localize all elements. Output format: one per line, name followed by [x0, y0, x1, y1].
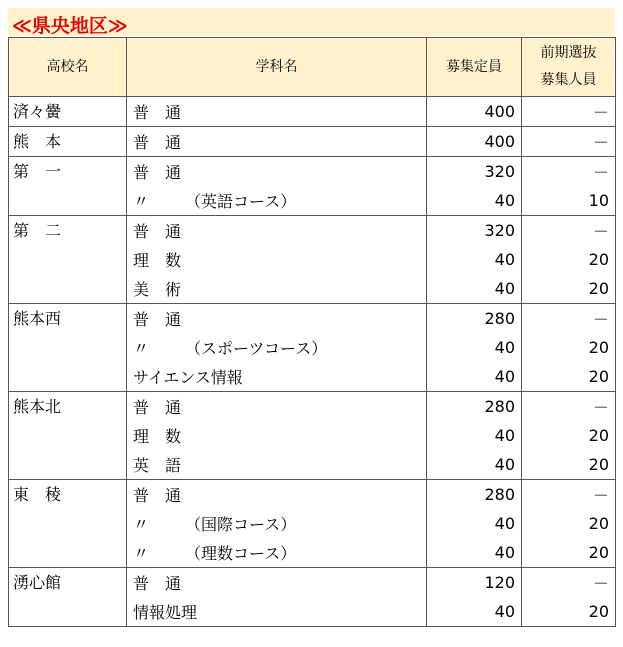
school-name-cell: [9, 97, 127, 127]
school-name-cell: [9, 568, 127, 627]
header-dept: 学科名: [127, 38, 427, 97]
table-row: [9, 97, 616, 127]
capacity-cell: 40: [427, 274, 522, 304]
early-selection-cell: －: [522, 216, 616, 246]
dept-cell: [127, 304, 427, 334]
early-selection-cell: 20: [522, 245, 616, 274]
school-name-cell: [9, 216, 127, 304]
dept-cell: [127, 597, 427, 627]
dept-cell: [127, 127, 427, 157]
header-capacity: 募集定員: [427, 38, 522, 97]
table-row: [9, 127, 616, 157]
school-name: 熊本北: [13, 397, 62, 416]
dept-cell: [127, 362, 427, 392]
dept-name: サイエンス情報: [133, 368, 243, 387]
dept-name: 普 通: [133, 574, 182, 593]
table-row: [9, 304, 616, 334]
dept-name: 情報処理: [133, 603, 198, 622]
school-name: 済々黌: [13, 102, 62, 121]
capacity-cell: 40: [427, 509, 522, 538]
header-early-line1: 前期選抜: [540, 45, 597, 62]
capacity-cell: 320: [427, 216, 522, 246]
capacity-cell: 400: [427, 97, 522, 127]
early-selection-cell: －: [522, 392, 616, 422]
header-school: 高校名: [9, 38, 127, 97]
table-row: [9, 216, 616, 246]
dept-name: 英 語: [133, 456, 182, 475]
dept-name: 普 通: [133, 222, 182, 241]
early-selection-cell: －: [522, 157, 616, 187]
title-bar: [8, 8, 615, 36]
dept-name: （スポーツコース）: [185, 339, 328, 358]
dept-name: 美 術: [133, 280, 182, 299]
early-selection-cell: －: [522, 97, 616, 127]
capacity-cell: 40: [427, 245, 522, 274]
school-name: 熊本西: [13, 309, 62, 328]
dept-name: （理数コース）: [185, 544, 297, 563]
school-name: 第 一: [13, 162, 62, 181]
early-selection-cell: 20: [522, 450, 616, 480]
school-name-cell: [9, 392, 127, 480]
capacity-cell: 400: [427, 127, 522, 157]
dept-name: （国際コース）: [185, 515, 297, 534]
dept-name: 普 通: [133, 486, 182, 505]
early-selection-cell: －: [522, 127, 616, 157]
admissions-table: [8, 37, 616, 627]
ditto-mark: 〃: [133, 339, 150, 358]
school-name: 湧心館: [13, 573, 62, 592]
dept-cell: [127, 216, 427, 246]
early-selection-cell: 20: [522, 597, 616, 627]
school-name-cell: [9, 157, 127, 216]
ditto-mark: 〃: [133, 515, 150, 534]
dept-cell: [127, 509, 427, 538]
page-title: ≪県央地区≫: [12, 15, 128, 37]
dept-cell: [127, 480, 427, 510]
dept-cell: [127, 157, 427, 187]
dept-name: 普 通: [133, 398, 182, 417]
table-row: [9, 480, 616, 510]
early-selection-cell: 20: [522, 362, 616, 392]
dept-cell: [127, 568, 427, 598]
dept-name: 普 通: [133, 310, 182, 329]
dept-cell: [127, 392, 427, 422]
early-selection-cell: －: [522, 304, 616, 334]
dept-cell: [127, 97, 427, 127]
school-name: 熊 本: [13, 132, 62, 151]
ditto-mark: 〃: [133, 544, 150, 563]
capacity-cell: 40: [427, 538, 522, 568]
early-selection-cell: 20: [522, 274, 616, 304]
school-name: 東 稜: [13, 485, 62, 504]
capacity-cell: 280: [427, 392, 522, 422]
dept-name: 理 数: [133, 427, 182, 446]
header-early: [522, 38, 616, 97]
capacity-cell: 280: [427, 304, 522, 334]
capacity-cell: 40: [427, 597, 522, 627]
dept-cell: [127, 274, 427, 304]
early-selection-cell: －: [522, 480, 616, 510]
capacity-cell: 280: [427, 480, 522, 510]
early-selection-cell: 20: [522, 509, 616, 538]
table-body: [9, 97, 616, 627]
dept-cell: [127, 333, 427, 362]
table-row: [9, 157, 616, 187]
capacity-cell: 120: [427, 568, 522, 598]
dept-name: 理 数: [133, 251, 182, 270]
capacity-cell: 320: [427, 157, 522, 187]
early-selection-cell: 20: [522, 538, 616, 568]
school-name-cell: [9, 127, 127, 157]
capacity-cell: 40: [427, 362, 522, 392]
early-selection-cell: 20: [522, 333, 616, 362]
capacity-cell: 40: [427, 186, 522, 216]
dept-name: 普 通: [133, 133, 182, 152]
dept-cell: [127, 538, 427, 568]
table-header-row: [9, 38, 616, 97]
capacity-cell: 40: [427, 421, 522, 450]
table-row: [9, 568, 616, 598]
dept-cell: [127, 450, 427, 480]
dept-cell: [127, 245, 427, 274]
dept-name: （英語コース）: [185, 192, 297, 211]
dept-name: 普 通: [133, 103, 182, 122]
header-early-line2: 募集人員: [540, 72, 597, 88]
early-selection-cell: 10: [522, 186, 616, 216]
early-selection-cell: －: [522, 568, 616, 598]
dept-cell: [127, 421, 427, 450]
capacity-cell: 40: [427, 333, 522, 362]
school-name: 第 二: [13, 221, 62, 240]
dept-name: 普 通: [133, 163, 182, 182]
capacity-cell: 40: [427, 450, 522, 480]
ditto-mark: 〃: [133, 192, 150, 211]
school-name-cell: [9, 304, 127, 392]
table-row: [9, 392, 616, 422]
dept-cell: [127, 186, 427, 216]
early-selection-cell: 20: [522, 421, 616, 450]
school-name-cell: [9, 480, 127, 568]
